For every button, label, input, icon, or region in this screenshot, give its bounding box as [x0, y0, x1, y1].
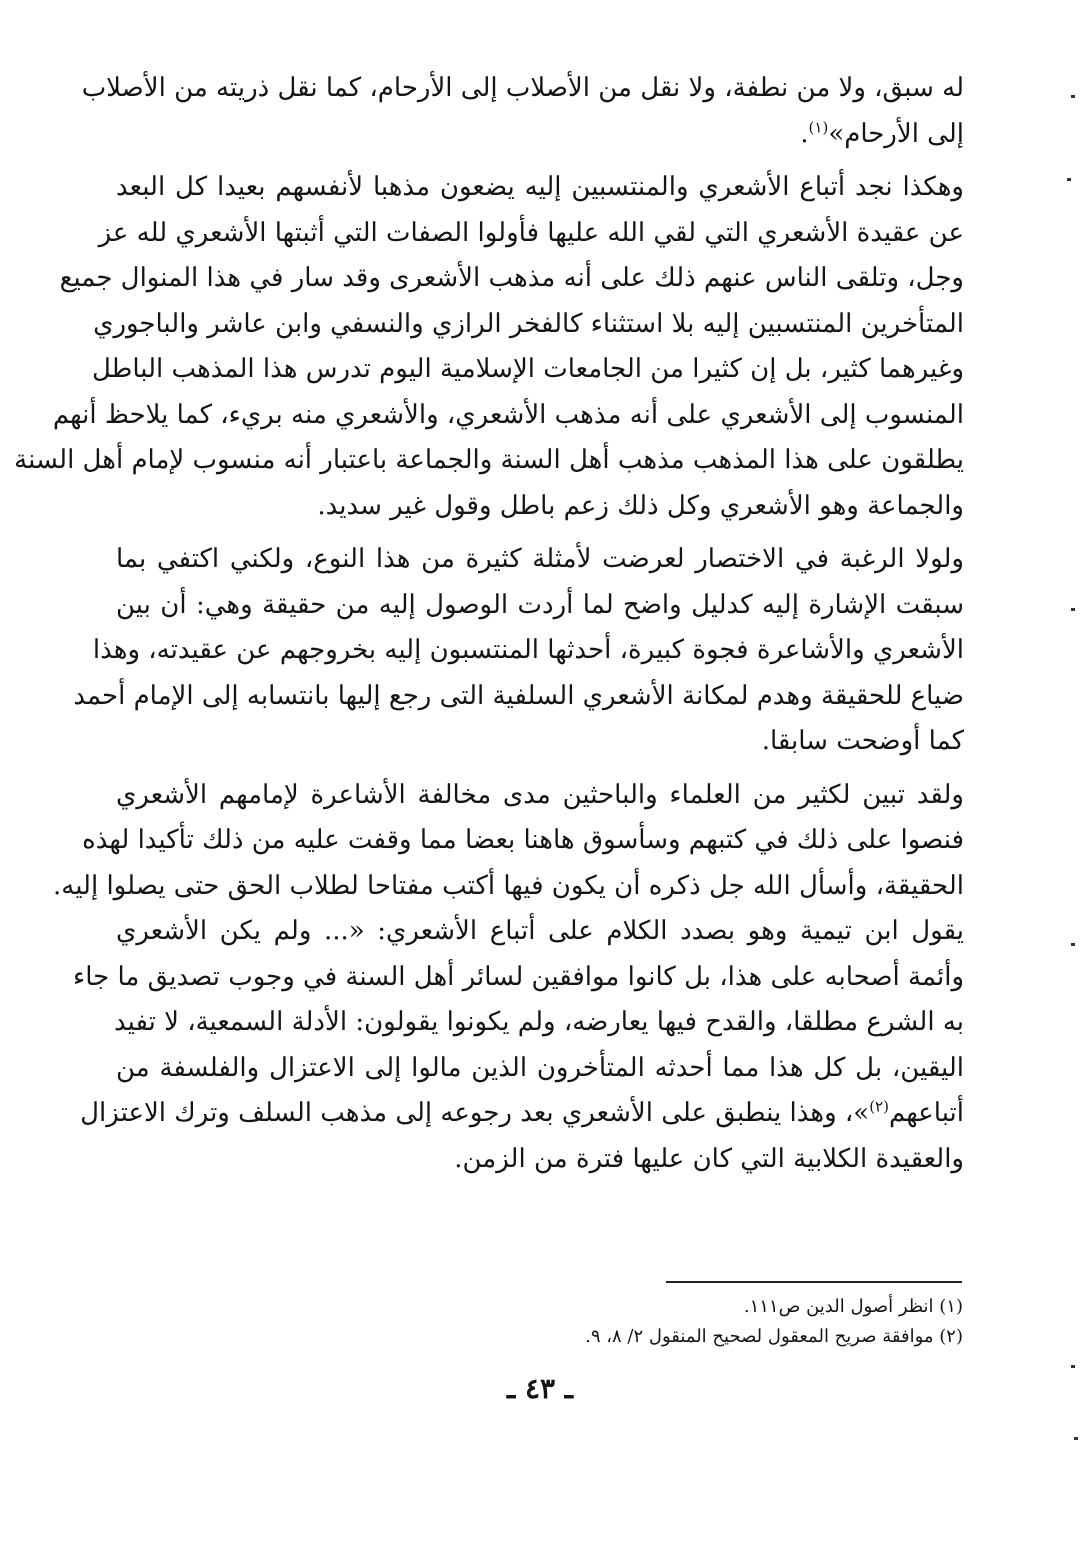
text-line: ولقد تبين لكثير من العلماء والباحثين مدى مخالفة الأشاعرة لإمامهم الأشعري: [116, 779, 964, 810]
paragraph-4: [53, 773, 964, 910]
text-line-fragment: »، وهذا ينطبق على الأشعري بعد رجوعه إلى مذهب السلف وترك الاعتزال: [80, 1098, 870, 1128]
text-line: يقول ابن تيمية وهو بصدد الكلام على أتباع الأشعري: «... ولم يكن الأشعري: [116, 916, 964, 946]
text-line: وغيرهما كثير، بل إن كثيرا من الجامعات الإسلامية اليوم تدرس هذا المذهب الباطل: [91, 354, 964, 384]
footnote-2: (٢) موافقة صريح المعقول لصحيح المنقول ٢/ ٨، ٩.: [585, 1326, 963, 1347]
text-line: اليقين، بل كل هذا مما أحدثه المتأخرون الذين مالوا إلى الاعتزال والفلسفة من: [116, 1052, 964, 1083]
footnote-divider: [666, 1281, 962, 1283]
text-line: والعقيدة الكلابية التي كان عليها فترة من الزمن.: [454, 1143, 964, 1174]
text-line: له سبق، ولا من نطفة، ولا نقل من الأصلاب إلى الأرحام، كما نقل ذريته من الأصلاب: [81, 73, 964, 103]
text-line: عن عقيدة الأشعري التي لقي الله عليها فأولوا الصفات التي أثبتها الأشعري لله عز: [98, 217, 964, 248]
text-line: وأئمة أصحابه على هذا، بل كانوا موافقين لسائر أهل السنة في وجوب تصديق ما جاء: [73, 961, 964, 992]
scan-mark: [1071, 608, 1075, 611]
text-line: وجل، وتلقى الناس عنهم ذلك على أنه مذهب الأشعرى وقد سار في هذا المنوال جميع: [59, 263, 964, 293]
scan-mark: [1067, 178, 1071, 181]
text-line: ضياع للحقيقة وهدم لمكانة الأشعري السلفية التى رجع إليها بانتسابه إلى الإمام أحمد: [73, 680, 964, 711]
text-line: فنصوا على ذلك في كتبهم وسأسوق هاهنا بعضا مما وقفت عليه من ذلك تأكيدا لهذه: [82, 825, 964, 855]
text-line: إلى الأرحام»$^{(١)}$.: [800, 117, 964, 149]
footnote-reference-1[interactable]: (١): [808, 117, 829, 136]
text-line: ولولا الرغبة في الاختصار لعرضت لأمثلة كثيرة من هذا النوع، ولكني اكتفي بما: [116, 544, 964, 574]
footnotes: [443, 1292, 963, 1352]
text-line: الأشعري والأشاعرة فجوة كبيرة، أحدثها المنتسبون إليه بخروجهم عن عقيدته، وهذا: [92, 635, 964, 665]
text-line: سبقت الإشارة إليه كدليل واضح لما أردت الوصول إليه من حقيقة وهي: أن بين: [116, 589, 964, 620]
scan-mark: [1071, 943, 1075, 946]
text-line-fragment: إلى الأرحام»: [828, 118, 964, 149]
text-line: به الشرع مطلقا، والقدح فيها يعارضه، ولم يكونوا يقولون: الأدلة السمعية، لا تفيد: [113, 1007, 964, 1037]
text-line: كما أوضحت سابقا.: [761, 726, 964, 756]
paragraph-2: [14, 165, 964, 529]
page-number: ـ ٤٣ ـ: [507, 1372, 573, 1405]
text-line: وهكذا نجد أتباع الأشعري والمنتسبين إليه يضعون مذهبا لأنفسهم بعيدا كل البعد: [116, 172, 964, 202]
scan-mark: [1071, 1365, 1075, 1368]
paragraph-1: [81, 66, 964, 157]
footnote-1: (١) انظر أصول الدين ص١١١.: [743, 1296, 963, 1317]
text-line: المتأخرين المنتسبين إليه بلا استثناء كالفخر الرازي والنسفي وابن عاشر والباجوري: [93, 308, 964, 339]
footnote-reference-2[interactable]: (٢): [869, 1097, 889, 1116]
text-line: يطلقون على هذا المذهب مذهب أهل السنة والجماعة باعتبار أنه منسوب لإمام أهل السنة: [14, 445, 964, 475]
text-line-fragment: أتباعهم: [888, 1098, 964, 1128]
text-line: [80, 1091, 964, 1137]
paragraph-3: [73, 537, 964, 765]
scan-mark: [1074, 1437, 1078, 1440]
main-text: [14, 66, 964, 1182]
paragraph-5: [73, 909, 964, 1182]
text-line: المنسوب إلى الأشعري على أنه مذهب الأشعري، والأشعري منه بريء، كما يلاحظ أنهم: [52, 399, 964, 430]
scan-mark: [1071, 95, 1075, 98]
text-line: والجماعة وهو الأشعري وكل ذلك زعم باطل وقول غير سديد.: [317, 490, 964, 521]
text-line: الحقيقة، وأسأل الله جل ذكره أن يكون فيها أكتب مفتاحا لطلاب الحق حتى يصلوا إليه.: [53, 870, 964, 901]
